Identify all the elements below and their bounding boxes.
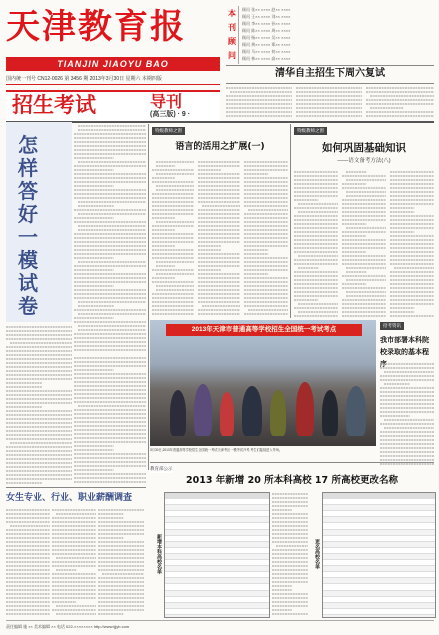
exam-photo [150, 320, 376, 446]
divider [150, 462, 434, 463]
section-tag: 教育部公示 [150, 466, 173, 471]
text-texture [390, 170, 434, 318]
masthead-title: 天津教育报 [6, 7, 186, 47]
photo-figure [270, 390, 286, 436]
consultants-list [242, 6, 434, 64]
article-text-block [6, 508, 50, 618]
table-row [165, 615, 269, 618]
text-texture [342, 170, 386, 318]
headline-enroll: 我市部署本科院校录取的基本程序 [380, 336, 429, 368]
text-texture [294, 170, 338, 318]
table-label-right: 更名高校名单 [314, 539, 320, 569]
headline-left: 怎样答好一模试卷 [18, 133, 38, 318]
photo-caption: 3月30日,2013年普通高等学校招生全国统一考试天津考区一模考试开考,考生们陆续进入考场。 [150, 448, 283, 452]
headline-qinghua: 清华自主招生下周六复试 [275, 68, 385, 79]
article-text-block [74, 124, 146, 352]
headline-female: 女生专业、行业、职业薪酬调查 [6, 493, 133, 503]
renamed-universities-table [322, 492, 436, 618]
text-texture [366, 86, 434, 120]
headline-basics: 如何巩固基础知识 [322, 142, 406, 154]
divider [6, 487, 146, 488]
consultant-row: 顾问 陈×× ×××× 周×× ×××× [242, 28, 291, 33]
article-text-block [294, 170, 338, 318]
supplement-title: 招生考试 [12, 93, 96, 117]
supplement-guide: 导刊 [150, 92, 183, 111]
table-row [323, 615, 435, 618]
text-texture [226, 86, 292, 120]
consultants-label: 本刊顾问 [226, 6, 239, 64]
article-text-block [152, 160, 194, 318]
text-texture [198, 160, 240, 318]
article-text-block [98, 508, 144, 618]
text-texture [296, 86, 362, 120]
new-universities-table [164, 492, 270, 618]
text-texture [272, 492, 308, 616]
text-texture [6, 508, 50, 618]
column-divider [290, 124, 291, 318]
article-text-block [296, 86, 362, 120]
article-text-block [272, 492, 308, 616]
article-text-block [198, 160, 240, 318]
text-texture [244, 160, 288, 318]
photo-figure [220, 392, 234, 436]
consultant-row: 顾问 张×× ×××× 赵×× ×××× [242, 7, 291, 12]
table-label-left: 新增本科高校名单 [156, 534, 162, 574]
text-texture [52, 508, 96, 618]
masthead-info: 国内统一刊号 CN12-0026 第 3456 期 2013年3月30日 星期六 本期四版 [6, 74, 220, 85]
text-texture [6, 325, 72, 485]
column-divider [148, 124, 149, 470]
article-text-block [244, 160, 288, 318]
text-texture [98, 508, 144, 618]
consultant-row: 顾问 李×× ×××× 孙×× ×××× [242, 21, 291, 26]
article-text-block [52, 508, 96, 618]
consultant-row: 顾问 马×× ×××× 何×× ×××× [242, 49, 291, 54]
text-texture [380, 362, 434, 466]
consultant-row: 顾问 王×× ×××× 刘×× ×××× [242, 14, 291, 19]
subheadline-basics: ——语文备考方法(八) [337, 158, 391, 164]
supplement-sub: (高三版) · 9 · [150, 111, 191, 118]
headline-new-majors: 2013 年新增 20 所本科高校 17 所高校更改名称 [186, 475, 398, 486]
photo-figure [322, 390, 338, 436]
consultant-row: 顾问 黄×× ×××× 郑×× ×××× [242, 42, 291, 47]
article-text-block [366, 86, 434, 120]
section-tag: 特级教师之窗 [294, 127, 327, 135]
photo-figure [170, 390, 186, 436]
article-text-block [342, 170, 386, 318]
footer: 责任编辑 施 ×× 美术编辑 ×× 电话 022-×××××××× http://www.tjjyb.com [6, 620, 434, 633]
photo-figure [296, 382, 314, 436]
section-tag: 特级教师之窗 [152, 127, 185, 135]
consultant-row: 顾问 杨×× ×××× 吴×× ×××× [242, 35, 291, 40]
photo-figure [346, 386, 366, 436]
text-texture [74, 356, 146, 485]
text-texture [152, 160, 194, 318]
consultant-row: 顾问 林×× ×××× 高×× ×××× [242, 56, 291, 61]
photo-figure [194, 384, 212, 436]
article-text-block [226, 86, 292, 120]
section-tag: 招考资讯 [380, 322, 404, 330]
article-text-block [6, 325, 72, 485]
article-text-block [380, 362, 434, 466]
photo-figure [242, 386, 262, 436]
masthead-english: TIANJIN JIAOYU BAO [6, 57, 220, 71]
headline-language: 语言的活用之扩展(一) [175, 142, 265, 152]
photo-banner: 2013年天津市普通高等学校招生全国统一考试考点 [166, 324, 362, 336]
article-text-block [74, 356, 146, 485]
divider [226, 83, 434, 84]
text-texture [74, 124, 146, 352]
article-text-block [390, 170, 434, 318]
